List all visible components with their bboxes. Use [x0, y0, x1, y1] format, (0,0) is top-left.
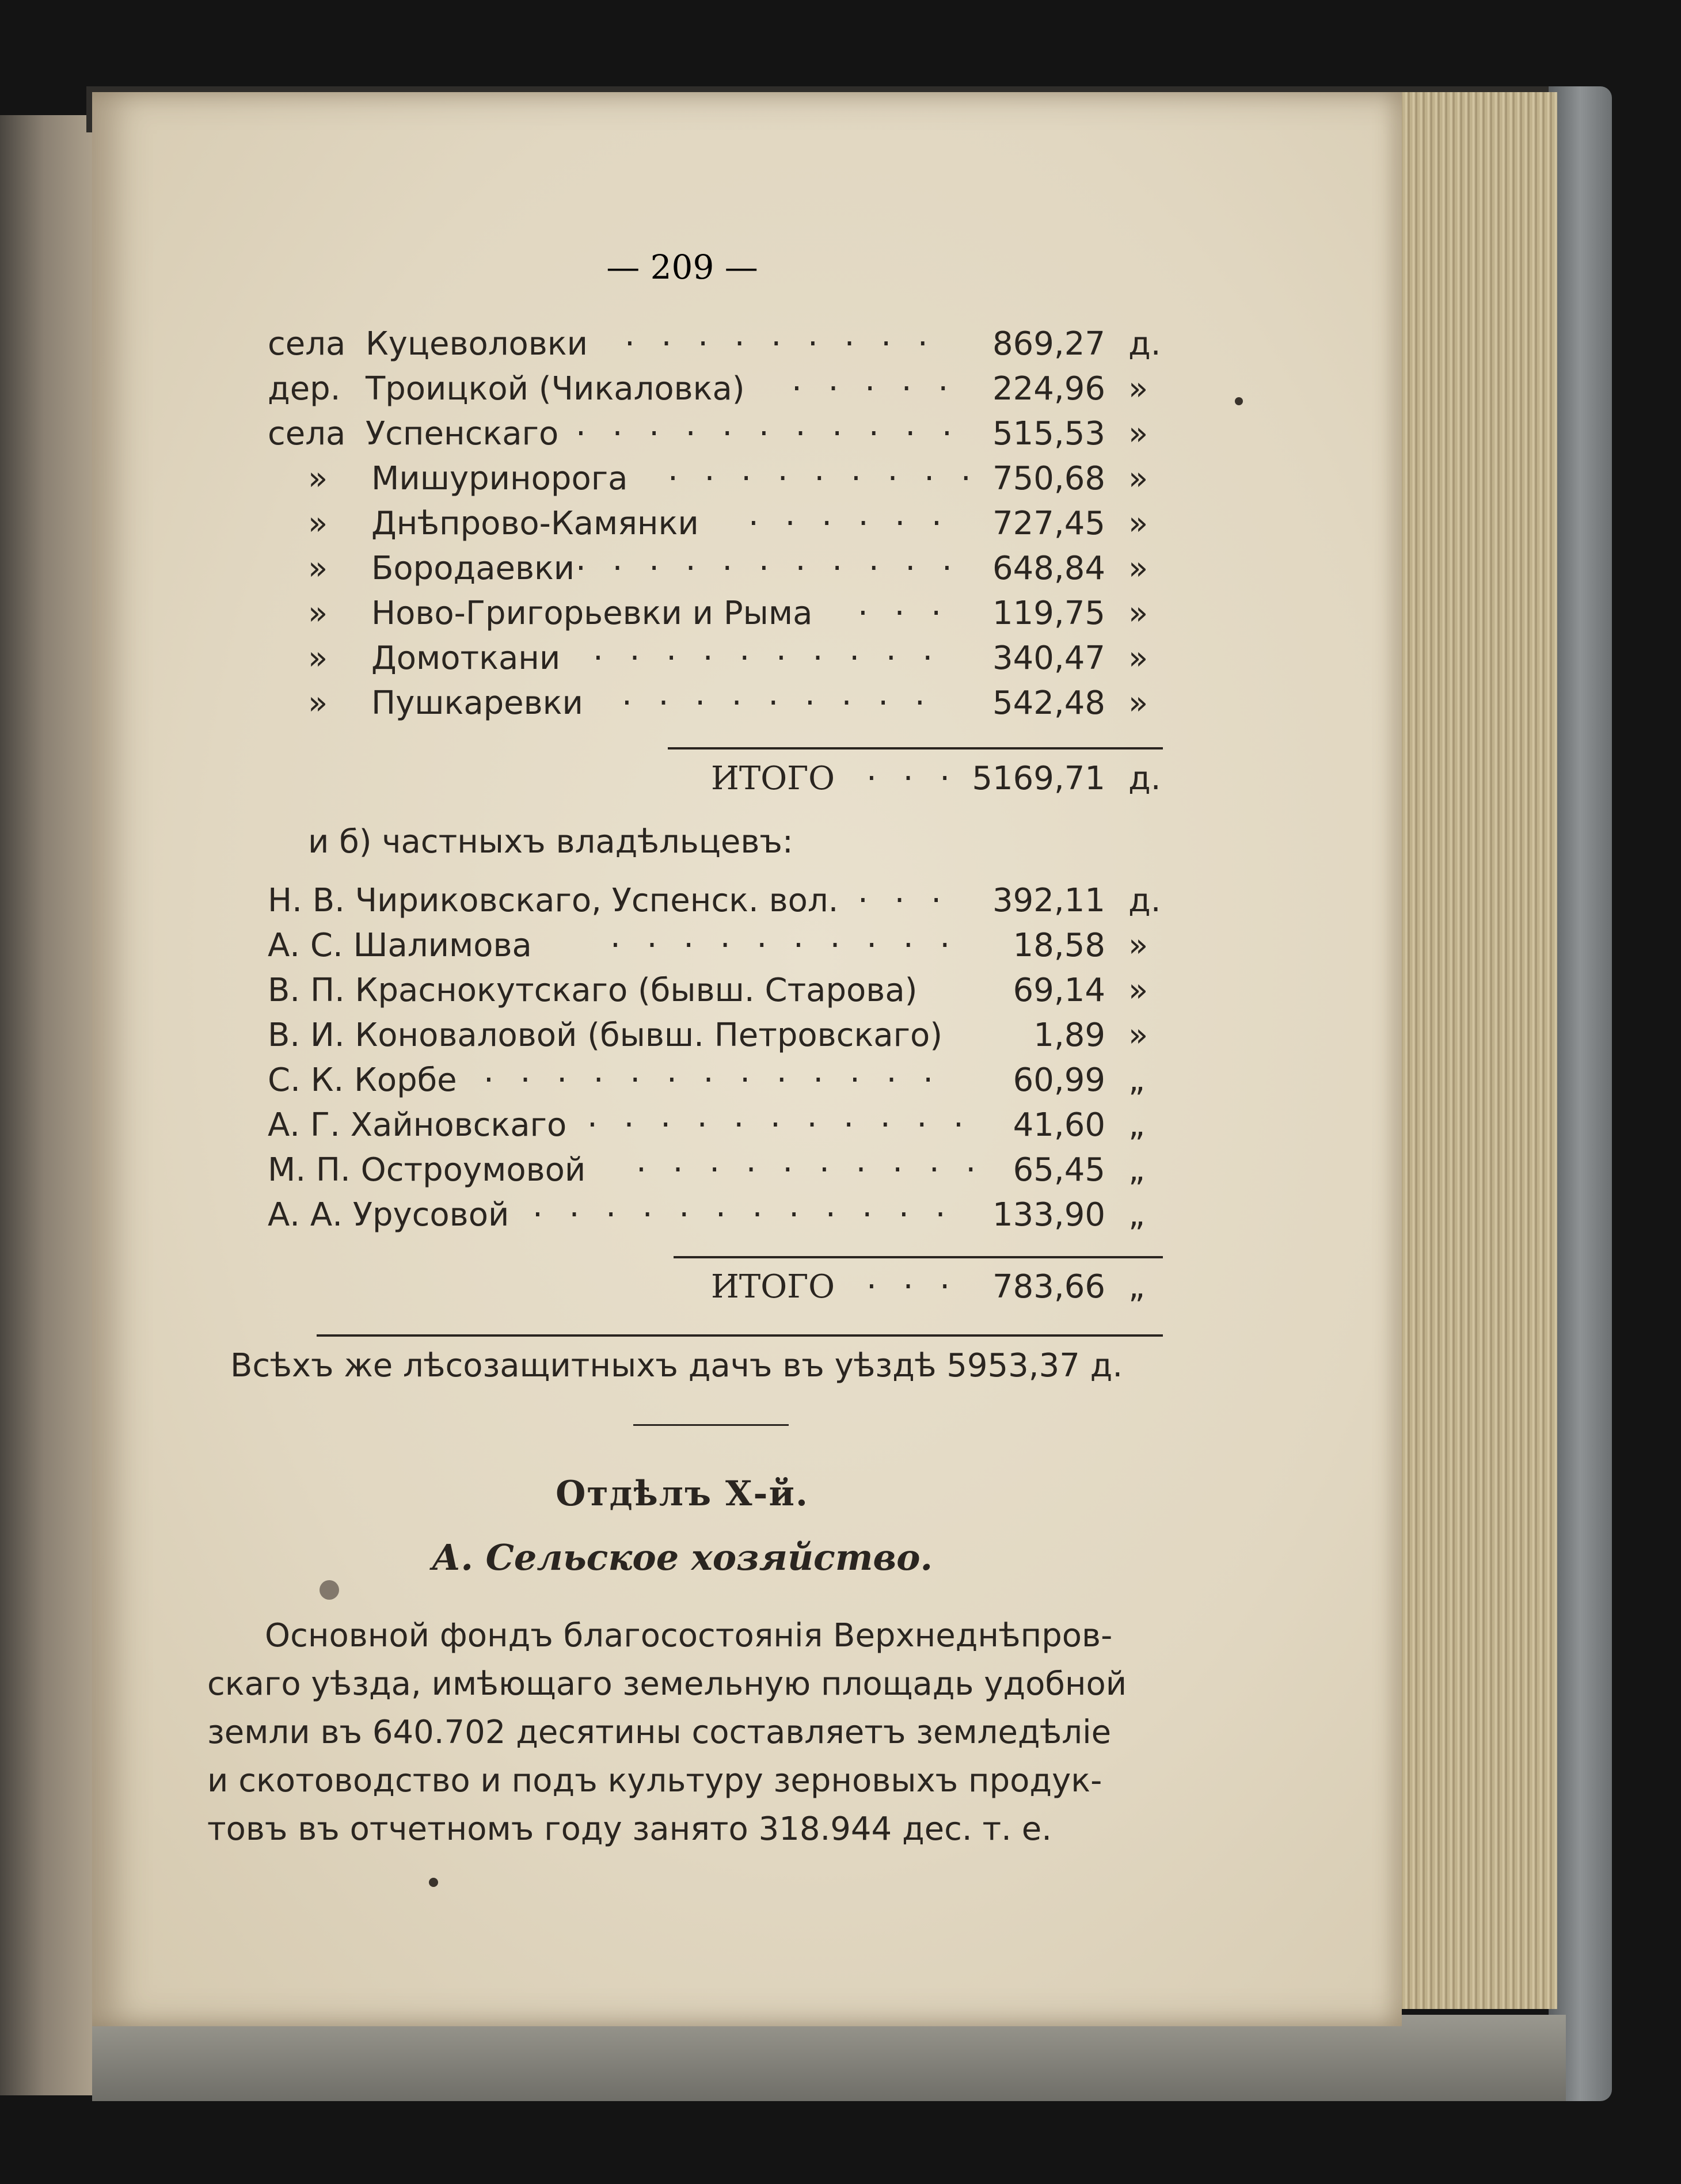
list-item	[207, 415, 1157, 458]
row-name: С. К. Корбе	[268, 1061, 457, 1099]
row-value: 392,11	[992, 882, 1105, 919]
row-name: А. А. Урусовой	[268, 1196, 509, 1234]
row-unit: »	[1128, 370, 1148, 408]
list-item	[207, 1106, 1157, 1150]
paragraph-line: и скотоводство и подъ культуру зерновыхъ продук-	[207, 1762, 1102, 1799]
row-dots: · · · · · · · · · ·	[636, 1151, 984, 1189]
row-unit: »	[1128, 415, 1148, 452]
row-value: 119,75	[992, 595, 1105, 632]
list-item	[207, 325, 1161, 368]
row-dots: · · · · · · · · · ·	[610, 927, 959, 964]
list-item	[207, 642, 1157, 683]
row-name: Пушкаревки	[371, 684, 583, 722]
list-item	[207, 882, 1161, 925]
row-name: Мишуринорога	[371, 460, 628, 497]
row-value: 727,45	[992, 505, 1105, 542]
row-unit: „	[1128, 1151, 1146, 1189]
row-dots: · · · · · · · · ·	[625, 325, 936, 363]
list-item	[207, 550, 1157, 593]
subheading	[207, 823, 1157, 866]
row-unit: »	[1128, 505, 1148, 542]
row-value: 648,84	[992, 550, 1105, 587]
total-dots: · · ·	[866, 760, 959, 797]
section-subheading: А. Сельское хозяйство.	[431, 1536, 933, 1578]
row-dots: · · · · · · · · ·	[668, 460, 979, 497]
total-unit: д.	[1128, 760, 1161, 797]
row-dots: · · · · ·	[792, 370, 957, 408]
row-name: М. П. Остроумовой	[268, 1151, 586, 1189]
list-item	[207, 1151, 1157, 1194]
row-dots: · · ·	[858, 882, 950, 919]
row-prefix: села	[268, 415, 346, 452]
row-name: В. П. Краснокутскаго (бывш. Старова)	[268, 972, 918, 1009]
row-unit: »	[1128, 1017, 1148, 1054]
row-value: 542,48	[992, 684, 1105, 722]
row-prefix: »	[308, 550, 328, 587]
row-unit: „	[1128, 1061, 1146, 1099]
total-unit: „	[1128, 1268, 1146, 1306]
row-value: 18,58	[1013, 927, 1105, 964]
row-value: 1,89	[1033, 1017, 1105, 1054]
row-dots: · · · · · · · · · · ·	[576, 550, 960, 587]
row-value: 869,27	[992, 325, 1105, 363]
row-unit: „	[1128, 1106, 1146, 1144]
row-prefix: »	[308, 460, 328, 497]
total-row	[207, 760, 1161, 803]
row-name: Бородаевки	[371, 550, 575, 587]
row-name: В. И. Коноваловой (бывш. Петровскаго)	[268, 1017, 943, 1054]
row-dots: · · · · · · · · · · ·	[576, 415, 960, 452]
book-cover-right	[1549, 86, 1612, 2101]
list-item	[207, 972, 1157, 1015]
total-rule	[674, 1256, 1163, 1258]
ink-spot	[429, 1878, 438, 1887]
list-item	[207, 505, 1157, 548]
row-unit: »	[1128, 460, 1148, 497]
row-unit: „	[1128, 1196, 1146, 1234]
row-dots: · · · · · · · · · ·	[593, 640, 941, 677]
row-prefix: »	[308, 640, 328, 677]
row-dots: · · · · · ·	[748, 505, 950, 542]
page-block-edges	[1396, 92, 1557, 2009]
total-value: 783,66	[992, 1268, 1105, 1306]
list-item	[207, 370, 1157, 413]
ink-spot	[1235, 397, 1243, 405]
row-prefix: дер.	[268, 370, 341, 408]
paragraph-line: скаго уѣзда, имѣющаго земельную площадь удобной	[207, 1665, 1127, 1703]
row-name: Н. В. Чириковскаго, Успенск. вол.	[268, 882, 839, 919]
row-value: 60,99	[1013, 1061, 1105, 1099]
grand-total-row	[207, 1347, 1157, 1390]
row-dots: · · ·	[858, 595, 950, 632]
list-item	[207, 460, 1157, 503]
row-prefix: »	[308, 684, 328, 722]
total-label: ИТОГО	[711, 1268, 835, 1306]
row-value: 69,14	[1013, 972, 1105, 1009]
row-value: 515,53	[992, 415, 1105, 452]
list-item	[207, 684, 1157, 728]
row-unit: »	[1128, 927, 1148, 964]
total-dots: · · ·	[866, 1268, 959, 1306]
row-value: 65,45	[1013, 1151, 1105, 1189]
row-name: Куцеволовки	[366, 325, 588, 363]
row-name: Троицкой (Чикаловка)	[366, 370, 745, 408]
row-name: Домоткани	[371, 640, 561, 677]
row-dots: · · · · · · · · ·	[622, 684, 933, 722]
row-name: А. Г. Хайновскаго	[268, 1106, 567, 1144]
paragraph-line: земли въ 640.702 десятины составляетъ земледѣліе	[207, 1714, 1112, 1751]
row-prefix: »	[308, 595, 328, 632]
page-number: — 209 —	[606, 248, 758, 287]
row-unit: »	[1128, 684, 1148, 722]
row-prefix: »	[308, 505, 328, 542]
row-dots: · · · · · · · · · · · · ·	[484, 1061, 942, 1099]
ink-spot	[320, 1580, 339, 1600]
row-unit: д.	[1128, 325, 1161, 363]
row-prefix: села	[268, 325, 346, 363]
row-dots: · · · · · · · · · · ·	[587, 1106, 972, 1144]
paragraph-line: товъ въ отчетномъ году занято 318.944 дес. т. е.	[207, 1810, 1052, 1848]
section-divider	[633, 1424, 789, 1426]
grand-total-text: Всѣхъ же лѣсозащитныхъ дачъ въ уѣздѣ 5953,37 д.	[230, 1347, 1123, 1384]
list-item	[207, 1061, 1157, 1105]
row-dots: · · · · · · · · · · · ·	[533, 1196, 954, 1234]
row-name: Днѣпрово-Камянки	[371, 505, 699, 542]
subheading-text: и б) частныхъ владѣльцевъ:	[308, 823, 793, 861]
row-value: 750,68	[992, 460, 1105, 497]
row-unit: »	[1128, 595, 1148, 632]
list-item	[207, 595, 1157, 638]
body-paragraph	[207, 1612, 1157, 1854]
row-name: А. С. Шалимова	[268, 927, 532, 964]
row-unit: »	[1128, 972, 1148, 1009]
row-name: Ново-Григорьевки и Рыма	[371, 595, 813, 632]
grand-total-rule	[317, 1334, 1163, 1337]
section-heading: Отдѣлъ Х-й.	[556, 1474, 809, 1514]
total-row	[207, 1268, 1157, 1311]
book-cover-bottom	[92, 2015, 1566, 2101]
row-value: 133,90	[992, 1196, 1105, 1234]
total-rule	[668, 747, 1163, 749]
list-item	[207, 1196, 1157, 1239]
total-value: 5169,71	[972, 760, 1105, 797]
total-label: ИТОГО	[711, 760, 835, 797]
row-unit: »	[1128, 640, 1148, 677]
list-item	[207, 1019, 1157, 1060]
list-item	[207, 927, 1157, 970]
row-value: 224,96	[992, 370, 1105, 408]
paragraph-line: Основной фондъ благосостоянія Верхнеднѣпров-	[265, 1617, 1113, 1654]
row-unit: »	[1128, 550, 1148, 587]
row-value: 340,47	[992, 640, 1105, 677]
row-value: 41,60	[1013, 1106, 1105, 1144]
row-unit: д.	[1128, 882, 1161, 919]
row-name: Успенскаго	[366, 415, 559, 452]
